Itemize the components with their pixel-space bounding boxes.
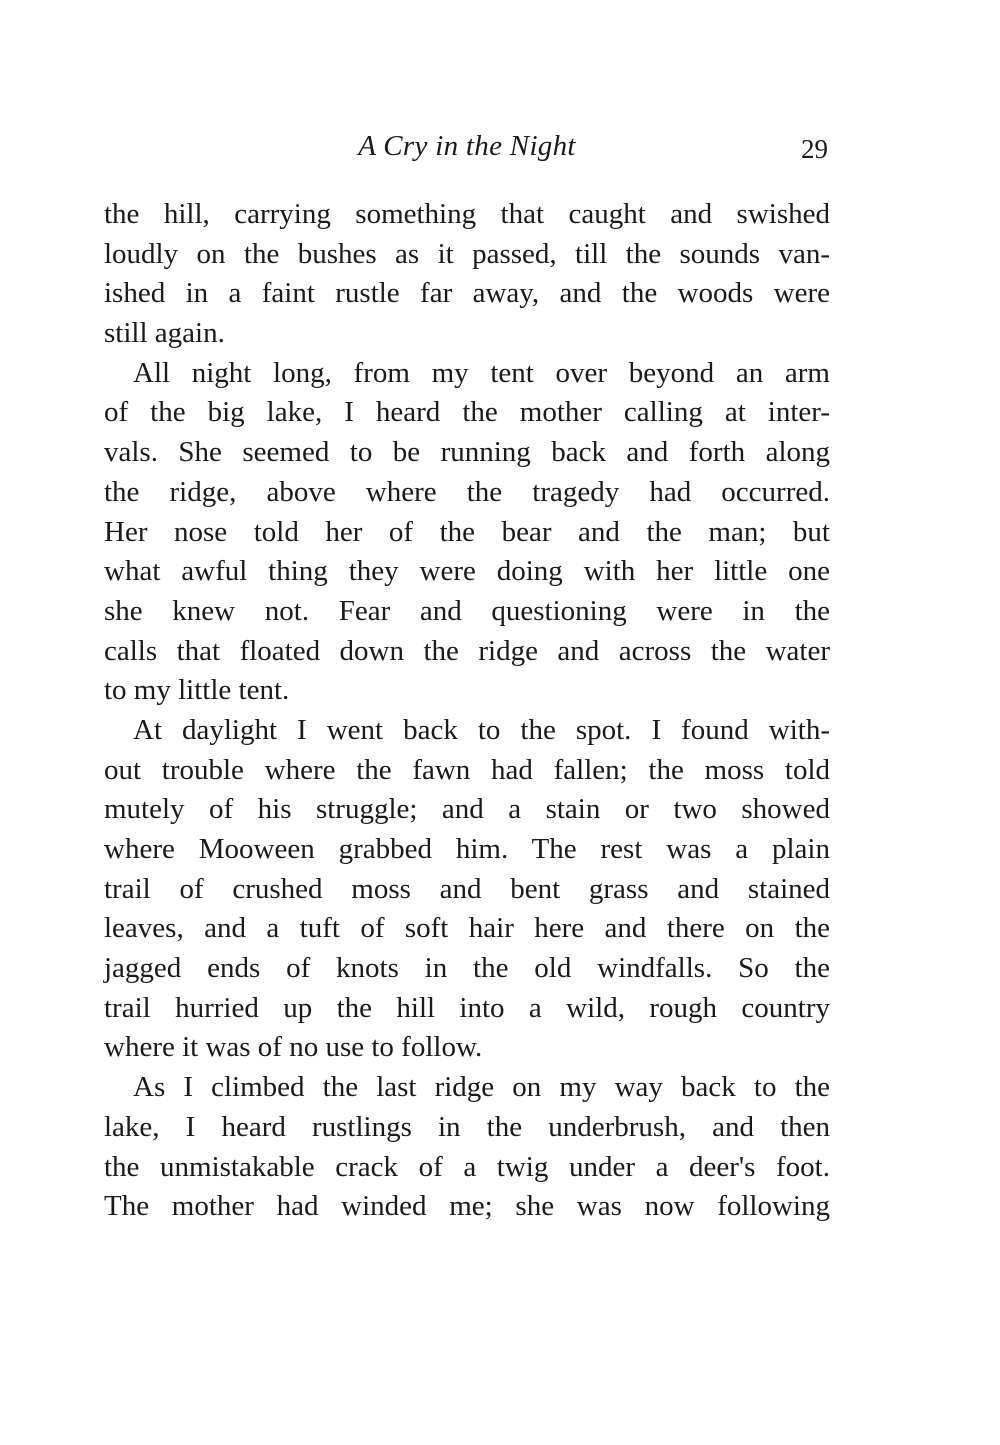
text-line: At daylight I went back to the spot. I found with-	[133, 713, 830, 746]
text-line: As I climbed the last ridge on my way back to the	[133, 1071, 830, 1104]
text-line: the unmistakable crack of a twig under a deer's foot.	[104, 1150, 830, 1183]
text-line: of the big lake, I heard the mother calling at inter-	[104, 396, 830, 429]
text-line: All night long, from my tent over beyond an arm	[133, 356, 830, 389]
text-line: Her nose told her of the bear and the man; but	[104, 515, 830, 548]
text-line: mutely of his struggle; and a stain or two showed	[104, 793, 830, 826]
text-line: out trouble where the fawn had fallen; the moss told	[104, 753, 830, 786]
text-line: loudly on the bushes as it passed, till the sounds van-	[104, 237, 830, 270]
text-line: what awful thing they were doing with her little one	[104, 555, 830, 588]
text-line: the hill, carrying something that caught and swished	[104, 198, 830, 230]
page-number: 29	[801, 134, 828, 164]
text-line: the ridge, above where the tragedy had occurred.	[104, 475, 830, 508]
text-line: to my little tent.	[104, 674, 290, 707]
text-line: jagged ends of knots in the old windfalls. So the	[104, 952, 830, 985]
text-line: where it was of no use to follow.	[104, 1031, 483, 1064]
running-title: A Cry in the Night	[358, 130, 576, 162]
text-line: she knew not. Fear and questioning were in the	[104, 594, 830, 627]
body-text	[104, 195, 830, 1227]
text-line: trail of crushed moss and bent grass and stained	[104, 872, 830, 905]
text-line: leaves, and a tuft of soft hair here and there on the	[104, 912, 830, 945]
text-line: calls that floated down the ridge and across the water	[104, 634, 830, 667]
text-line: still again.	[104, 317, 225, 350]
text-line: The mother had winded me; she was now following	[104, 1190, 830, 1223]
text-line: vals. She seemed to be running back and forth along	[104, 436, 830, 469]
text-line: where Mooween grabbed him. The rest was a plain	[104, 833, 830, 865]
text-line: trail hurried up the hill into a wild, rough country	[104, 991, 830, 1024]
text-line: ished in a faint rustle far away, and the woods were	[104, 277, 830, 310]
running-head	[104, 130, 830, 170]
text-line: lake, I heard rustlings in the underbrush, and then	[104, 1110, 830, 1143]
